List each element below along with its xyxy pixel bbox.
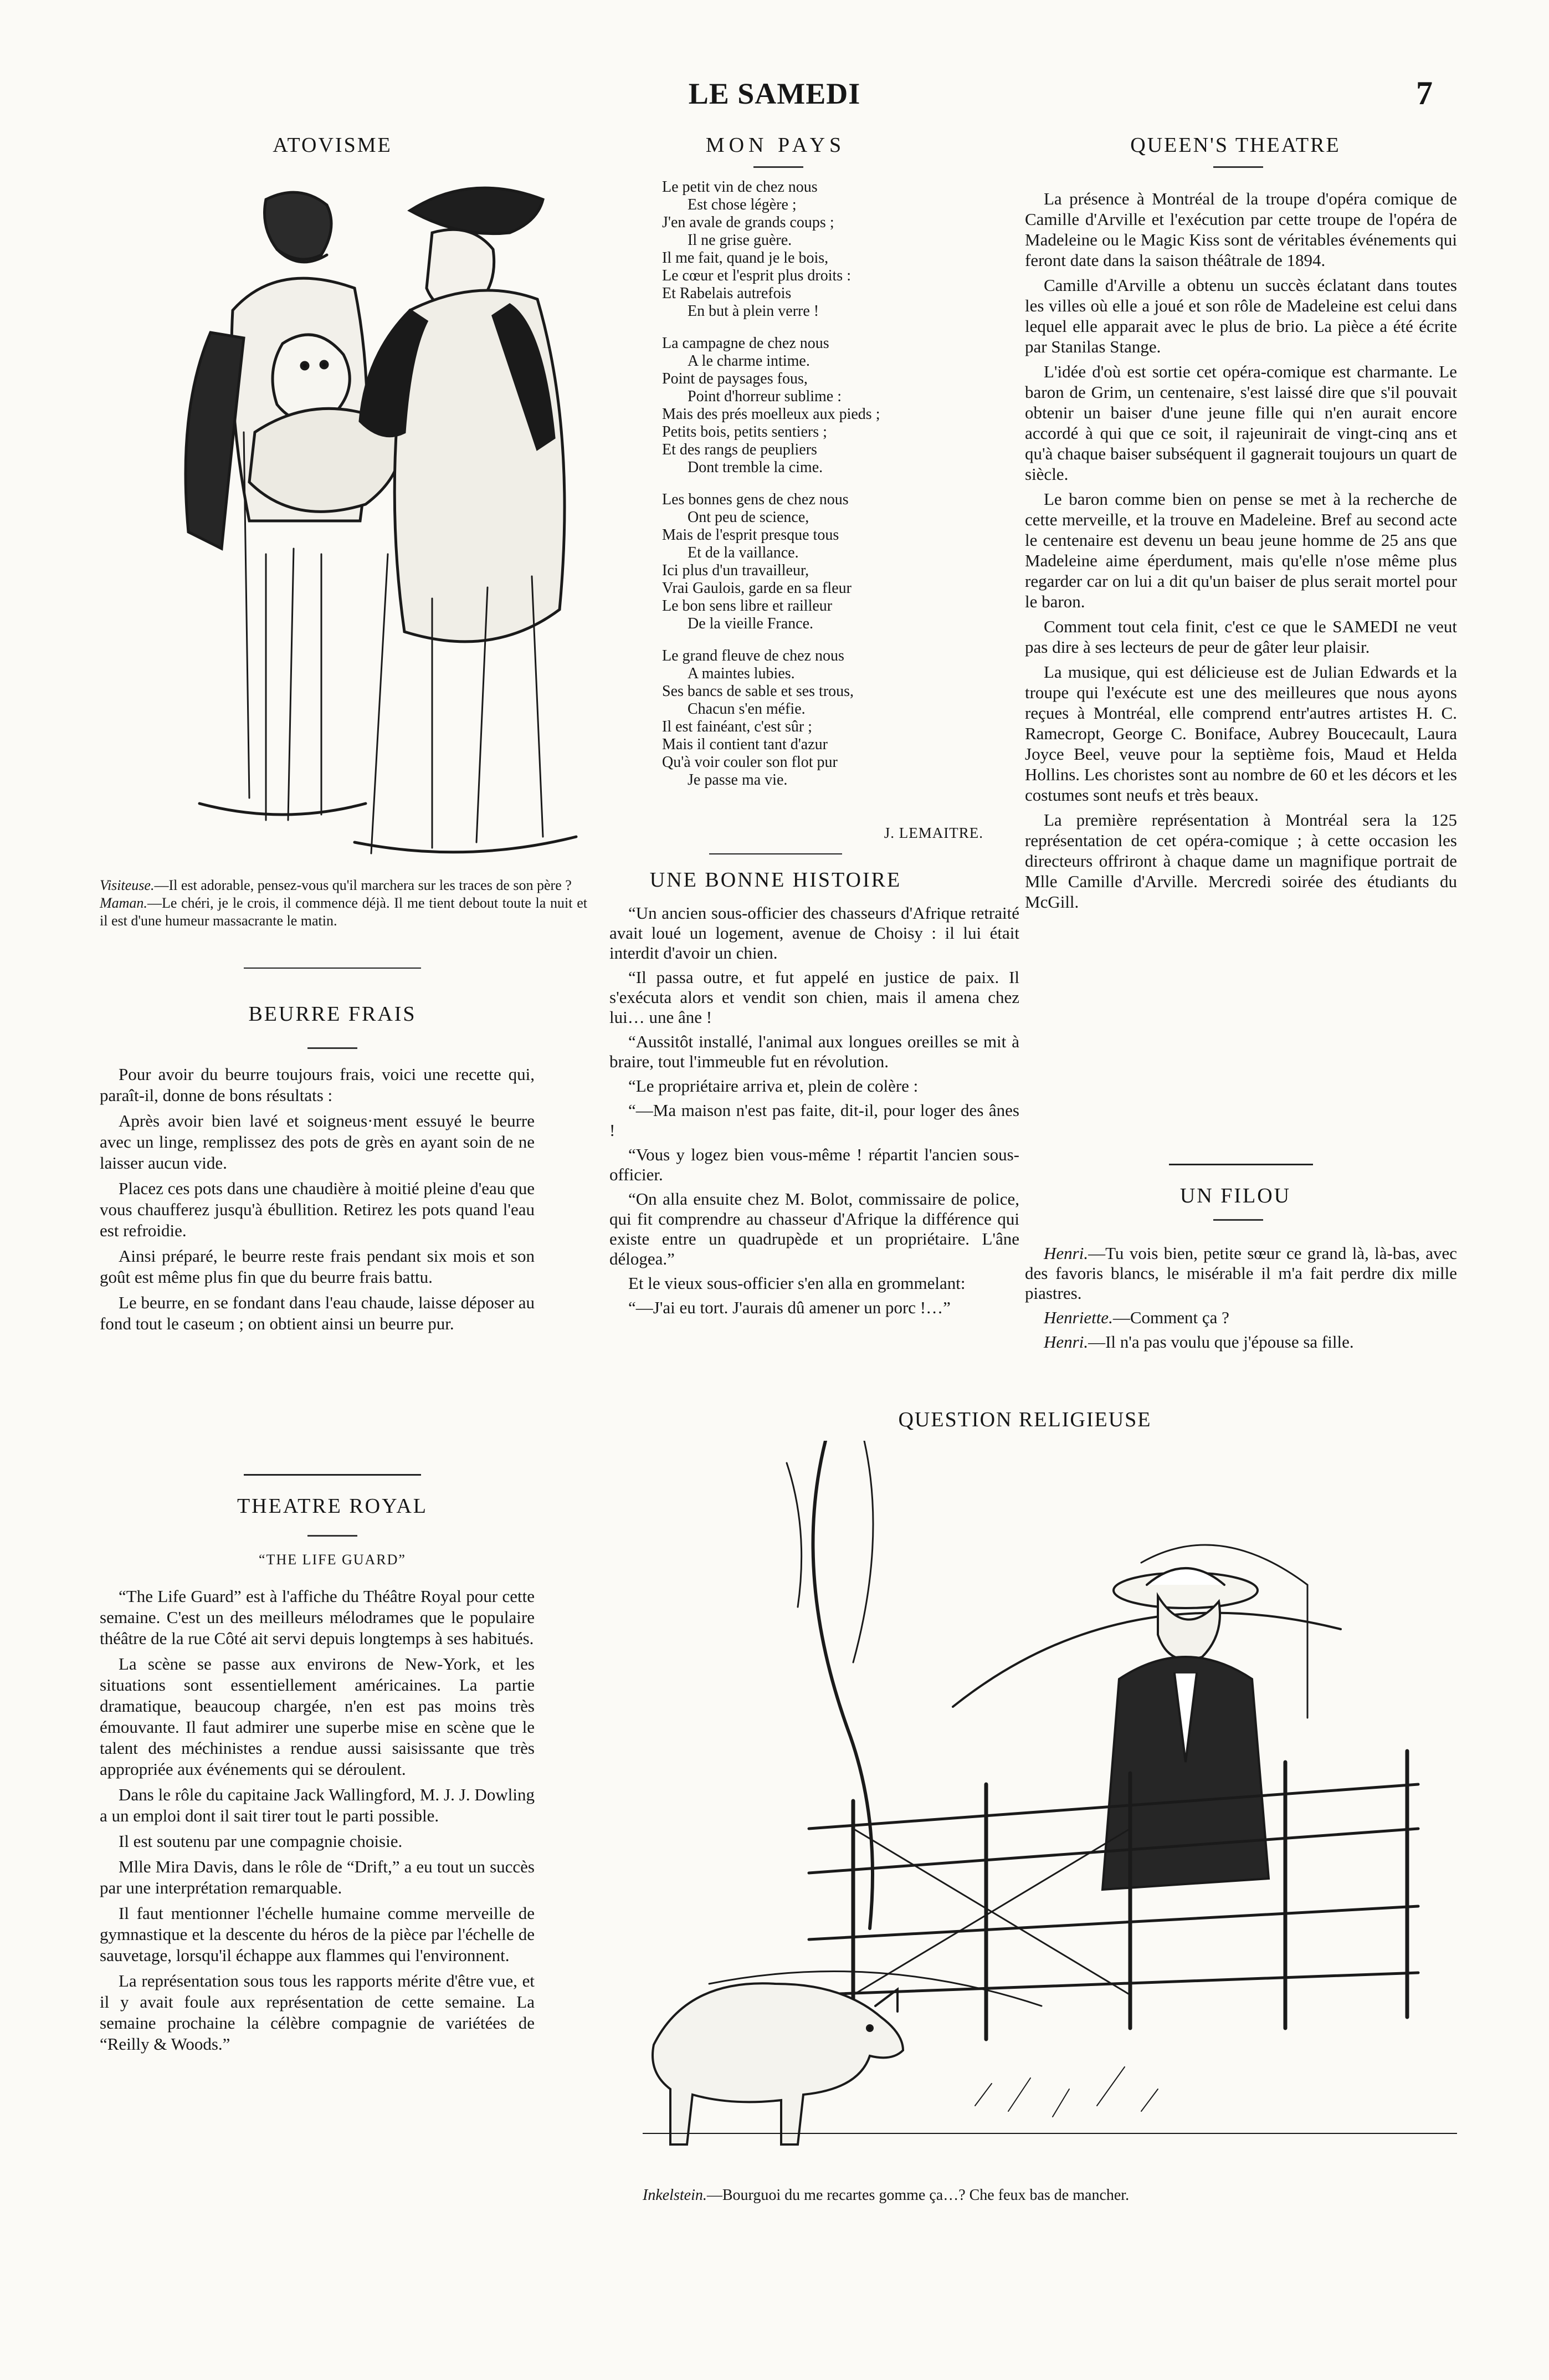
poem-line: Mais des prés moelleux aux pieds ;	[662, 406, 880, 423]
paragraph: Camille d'Arville a obtenu un succès éclatant dans toutes les villes où elle a joué et son rôle de Madeleine est celui dans lequel elle apparait avec le plus de brio. La pièce a été écrite par Stanilas Stange.	[1025, 275, 1457, 356]
poem-line: A le charme intime.	[688, 352, 810, 370]
paragraph: Et le vieux sous-officier s'en alla en grommelant:	[628, 1273, 966, 1293]
bonne-histoire-body	[609, 903, 1019, 1322]
dialogue-line: Henriette.—Comment ça ?	[1044, 1308, 1229, 1327]
paragraph: “Il passa outre, et fut appelé en justice de paix. Il s'exécuta alors et vendit son chien, mais il amena chez lui… une âne !	[609, 968, 1019, 1027]
paragraph: Comment tout cela finit, c'est ce que le SAMEDI ne veut pas dire à ses lecteurs de peur de gâter leur plaisir.	[1025, 617, 1457, 657]
poem-line: Les bonnes gens de chez nous	[662, 491, 849, 508]
paragraph: “The Life Guard” est à l'affiche du Théâtre Royal pour cette semaine. C'est un des meilleurs mélodrames que le populaire théâtre de la rue Côté ait servi depuis longtemps à ses habitués.	[100, 1586, 535, 1648]
poem-line: Mais de l'esprit presque tous	[662, 526, 839, 544]
divider	[709, 853, 842, 854]
dialogue-line: Henri.—Tu vois bien, petite sœur ce grand là, là-bas, avec des favoris blancs, le misérable il m'a fait perdre dix mille piastres.	[1025, 1243, 1457, 1303]
divider	[753, 166, 803, 168]
poem-line: Point de paysages fous,	[662, 370, 808, 387]
paragraph: “Le propriétaire arriva et, plein de colère :	[628, 1076, 919, 1096]
poem-line: Le cœur et l'esprit plus droits :	[662, 267, 851, 284]
question-illustration	[643, 1441, 1457, 2178]
poem-line: Dont tremble la cime.	[688, 459, 823, 476]
poem-line: De la vieille France.	[688, 615, 814, 632]
theatre-royal-subtitle: “THE LIFE GUARD”	[259, 1552, 406, 1568]
paragraph: Pour avoir du beurre toujours frais, voici une recette qui, paraît-il, donne de bons résultats :	[100, 1064, 535, 1105]
mon-pays-title: MON PAYS	[705, 134, 846, 157]
paragraph: Le beurre, en se fondant dans l'eau chaude, laisse déposer au fond tout le caseum ; on obtient ainsi un beurre pur.	[100, 1293, 535, 1333]
divider	[1213, 166, 1263, 168]
poem-line: En but à plein verre !	[688, 303, 819, 320]
paragraph: “Un ancien sous-officier des chasseurs d'Afrique retraité avait loué un logement, avenue de Choisy : il lui était interdit d'avoir un chien.	[609, 903, 1019, 963]
paragraph: “—Ma maison n'est pas faite, dit-il, pour loger des ânes !	[609, 1101, 1019, 1140]
poem-line: J'en avale de grands coups ;	[662, 214, 834, 231]
poem-line: Il me fait, quand je le bois,	[662, 249, 829, 267]
poem-signature: J. LEMAITRE.	[884, 825, 983, 841]
filou-body	[1025, 1243, 1457, 1357]
theatre-royal-body	[100, 1586, 535, 2059]
poem-line: Et Rabelais autrefois	[662, 285, 792, 302]
poem-line: Le grand fleuve de chez nous	[662, 647, 844, 664]
paragraph: Le baron comme bien on pense se met à la recherche de cette merveille, et la trouve en Madeleine. Bref au second acte le centenaire est devenu un beau jeune homme de 25 ans que Madeleine aime éperdument, mais qu'elle n'ose même plus regarder car on lui a dit qu'un baiser de plus serait mortel pour le baron.	[1025, 489, 1457, 611]
paragraph: “On alla ensuite chez M. Bolot, commissaire de police, qui fit comprendre au chasseur d'Afrique la différence qui existe entre un quadrupède et un propriétaire. L'âne délogea.”	[609, 1189, 1019, 1268]
masthead-title: LE SAMEDI	[688, 77, 861, 110]
paragraph: Il faut mentionner l'échelle humaine comme merveille de gymnastique et la descente du héros de la pièce par l'échelle de sauvetage, lorsqu'il échappe aux flammes qui l'environnent.	[100, 1903, 535, 1965]
poem-line: La campagne de chez nous	[662, 335, 829, 352]
poem-stanza	[662, 491, 1006, 633]
question-title: QUESTION RELIGIEUSE	[898, 1408, 1152, 1431]
atovisme-illustration	[100, 166, 587, 870]
theatre-royal-title: THEATRE ROYAL	[237, 1494, 428, 1518]
divider	[307, 1535, 357, 1537]
poem-line: Vrai Gaulois, garde en sa fleur	[662, 580, 852, 597]
poem-line: Point d'horreur sublime :	[688, 388, 842, 405]
question-caption: Inkelstein.—Bourguoi du me recartes gomme ça…? Che feux bas de mancher.	[643, 2187, 1130, 2204]
poem-line: Petits bois, petits sentiers ;	[662, 423, 827, 441]
mon-pays-poem	[662, 178, 1006, 803]
paragraph: Il est soutenu par une compagnie choisie.	[119, 1831, 403, 1851]
paragraph: “Vous y logez bien vous-même ! répartit l'ancien sous-officier.	[609, 1145, 1019, 1184]
poem-stanza	[662, 647, 1006, 789]
paragraph: L'idée d'où est sortie cet opéra-comique est charmante. Le baron de Grim, un centenaire, s'est laissé dire que s'il pouvait obtenir un baiser d'une jeune fille qui n'en aurait encore accordé à qui que ce soit, il rajeunirait de vingt-cinq ans et qu'à chaque baiser subséquent il gagnerait toujours un quart de siècle.	[1025, 362, 1457, 484]
queens-title: QUEEN'S THEATRE	[1130, 134, 1341, 157]
poem-line: Est chose légère ;	[688, 196, 797, 213]
caption-line: Maman.—Le chéri, je le crois, il commence déjà. Il me tient debout toute la nuit et il est d'une humeur massacrante le matin.	[100, 895, 587, 929]
poem-line: A maintes lubies.	[688, 665, 795, 682]
paragraph: “—J'ai eu tort. J'aurais dû amener un porc !…”	[628, 1298, 951, 1317]
poem-line: Ses bancs de sable et ses trous,	[662, 683, 854, 700]
divider	[1213, 1219, 1263, 1221]
paragraph: La présence à Montréal de la troupe d'opéra comique de Camille d'Arville et l'exécution par cette troupe de l'opéra de Madeleine ou le Magic Kiss sont de véritables événements qui feront date dans la saison théâtrale de 1894.	[1025, 189, 1457, 270]
poem-line: Il ne grise guère.	[688, 232, 792, 249]
atovisme-title: ATOVISME	[273, 134, 392, 157]
poem-line: Et des rangs de peupliers	[662, 441, 817, 458]
divider	[1169, 1164, 1313, 1165]
poem-line: Il est fainéant, c'est sûr ;	[662, 718, 812, 735]
paragraph: Ainsi préparé, le beurre reste frais pendant six mois et son goût est même plus fin que du beurre frais battu.	[100, 1246, 535, 1287]
divider	[244, 1474, 421, 1476]
paragraph: La scène se passe aux environs de New-York, et les situations sont essentiellement américaines. La partie dramatique, beaucoup chargée, n'en est pas moins très émouvante. Il faut admirer une superbe mise en scène que le talent des méchinistes a rendue aussi saisissante que très appropriée aux événements qui se déroulent.	[100, 1654, 535, 1779]
beurre-body	[100, 1064, 535, 1339]
poem-line: Le petit vin de chez nous	[662, 178, 818, 196]
poem-line: Ont peu de science,	[688, 509, 809, 526]
poem-line: Et de la vaillance.	[688, 544, 799, 561]
poem-line: Je passe ma vie.	[688, 771, 788, 789]
poem-line: Le bon sens libre et railleur	[662, 597, 833, 615]
dialogue-line: Henri.—Il n'a pas voulu que j'épouse sa fille.	[1044, 1332, 1354, 1352]
paragraph: Mlle Mira Davis, dans le rôle de “Drift,” a eu tout un succès par une interprétation remarquable.	[100, 1857, 535, 1897]
poem-line: Mais il contient tant d'azur	[662, 736, 828, 753]
poem-stanza	[662, 335, 1006, 477]
paragraph: La représentation sous tous les rapports mérite d'être vue, et il y avait foule aux représentation de cette semaine. La semaine prochaine la célèbre compagnie de variétées de “Reilly & Woods.”	[100, 1971, 535, 2054]
poem-line: Ici plus d'un travailleur,	[662, 562, 809, 579]
page-number: 7	[1416, 75, 1433, 111]
paragraph: Après avoir bien lavé et soigneus·ment essuyé le beurre avec un linge, remplissez des pots de grès en ayant soin de ne laisser aucun vide.	[100, 1111, 535, 1173]
poem-stanza	[662, 178, 1006, 320]
atovisme-caption	[100, 877, 587, 930]
queens-body	[1025, 188, 1457, 917]
divider	[244, 968, 421, 969]
poem-line: Qu'à voir couler son flot pur	[662, 754, 838, 771]
filou-title: UN FILOU	[1179, 1184, 1291, 1207]
caption-line: Visiteuse.—Il est adorable, pensez-vous qu'il marchera sur les traces de son père ?	[100, 877, 572, 893]
paragraph: La première représentation à Montréal sera la 125 représentation de cet opéra-comique ; à cette occasion les directeurs offriront à chaque dame un magnifique portrait de Mlle Camille d'Arville. Mercredi soirée des étudiants du McGill.	[1025, 810, 1457, 912]
beurre-title: BEURRE FRAIS	[248, 1002, 417, 1026]
bonne-histoire-title: UNE BONNE HISTOIRE	[649, 868, 902, 892]
paragraph: La musique, qui est délicieuse est de Julian Edwards et la troupe qui l'exécute est une des meilleures que nous ayons reçues à Montréal, elle comprend entr'autres artistes H. C. Ramecropt, George C. Boniface, Aubrey Boucecault, Laura Joyce Beel, veuve pour la septième fois, Maud et Helda Hollins. Les choristes sont au nombre de 60 et les décors et les costumes sont neufs et très beaux.	[1025, 662, 1457, 805]
divider	[307, 1047, 357, 1049]
poem-line: Chacun s'en méfie.	[688, 700, 806, 718]
paragraph: “Aussitôt installé, l'animal aux longues oreilles se mit à braire, tout l'immeuble fut en révolution.	[609, 1032, 1019, 1071]
paragraph: Placez ces pots dans une chaudière à moitié pleine d'eau que vous chaufferez jusqu'à ébullition. Retirez les pots quand l'eau est refroidie.	[100, 1179, 535, 1240]
paragraph: Dans le rôle du capitaine Jack Wallingford, M. J. J. Dowling a un emploi dont il sait tirer tout le parti possible.	[100, 1785, 535, 1825]
